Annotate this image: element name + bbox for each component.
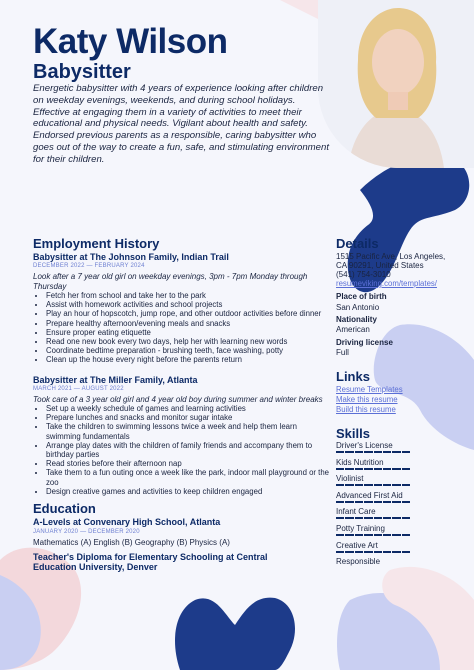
skill-level-bar <box>336 451 410 453</box>
skill-level-bar <box>336 534 410 536</box>
skill-level-segment <box>345 501 353 503</box>
skill-name: Driver's License <box>336 441 393 450</box>
skill-level-segment <box>345 534 353 536</box>
profile-summary: Energetic babysitter with 4 years of experience looking after children on weekday evenings, weekends, and during school holidays. Effective at engaging them in a variety of activities to meet their educational and physical needs. Vigilant about health and safety. Endorsed previous parents as a responsible, caring babysitter who goes out of the way to create a fun, safe, and stimulating environment for their children. <box>33 83 329 165</box>
skill-level-segment <box>374 451 382 453</box>
driving-license: Full <box>336 348 349 357</box>
skill-name: Creative Art <box>336 540 378 550</box>
skill-level-segment <box>336 534 344 536</box>
skill-level-bar <box>336 484 410 486</box>
list-item: • Prepare healthy afternoon/evening meals and snacks <box>46 319 331 328</box>
phone: (541) 754-3010 <box>336 270 391 279</box>
skill-level-segment <box>364 534 372 536</box>
skill-level-segment <box>355 501 363 503</box>
address: 1515 Pacific Ave, Los Angeles, CA 90291, United States <box>336 252 446 271</box>
skill-level-segment <box>336 501 344 503</box>
education-title-2: Teacher's Diploma for Elementary Schooling at Central Education University, Denver <box>33 552 268 572</box>
skill-level-segment <box>374 484 382 486</box>
candidate-name: Katy Wilson <box>33 22 228 61</box>
list-item: • Take them to a fun outing once a week like the park, indoor mall playground or the zoo <box>46 468 331 486</box>
skill-level-segment <box>392 484 400 486</box>
list-item: • Coordinate bedtime preparation - brushing teeth, face washing, potty <box>46 346 331 355</box>
nationality-label: Nationality <box>336 315 377 324</box>
skill-name: Kids Nutrition <box>336 457 384 467</box>
skill-level-segment <box>355 484 363 486</box>
list-item: • Fetch her from school and take her to the park <box>46 291 331 300</box>
job-bullets-2 <box>33 404 331 496</box>
skills-heading: Skills <box>336 426 370 441</box>
skill-level-segment <box>383 551 391 553</box>
skill-level-segment <box>383 468 391 470</box>
skill-level-segment <box>345 484 353 486</box>
skill-level-bar <box>336 517 410 519</box>
skill-level-segment <box>383 501 391 503</box>
list-item: • Take the children to swimming lessons twice a week and help them learn swimming fundamentals <box>46 422 331 440</box>
list-item: • Read one new book every two days, help her with learning new words <box>46 337 331 346</box>
skill-level-segment <box>392 551 400 553</box>
skill-level-segment <box>402 517 410 519</box>
job-description-1: Look after a 7 year old girl on weekday evenings, 3pm - 7pm Monday through Thursday <box>33 272 308 291</box>
skill-level-segment <box>336 451 344 453</box>
list-item: • Play an hour of hopscotch, jump rope, and other outdoor activities before dinner <box>46 309 331 318</box>
navy-leaf-bottom <box>175 598 295 670</box>
skill-level-segment <box>355 451 363 453</box>
skill-name: Infant Care <box>336 507 376 517</box>
skill-level-segment <box>364 451 372 453</box>
skill-level-segment <box>374 517 382 519</box>
list-item: • Prepare lunches and snacks and monitor sugar intake <box>46 413 331 422</box>
list-item: • Arrange play dates with the children of family friends and accompany them to birthday parties <box>46 441 331 459</box>
skill-level-segment <box>364 517 372 519</box>
skill-level-segment <box>336 517 344 519</box>
skill-level-segment <box>355 551 363 553</box>
job-title-1: Babysitter at The Johnson Family, Indian Trail <box>33 252 229 262</box>
skill-level-segment <box>355 468 363 470</box>
driving-license-label: Driving license <box>336 338 393 347</box>
list-item: • Read stories before their afternoon nap <box>46 459 331 468</box>
skill-level-segment <box>392 534 400 536</box>
education-title-1: A-Levels at Convenary High School, Atlanta <box>33 517 221 527</box>
job-title: Babysitter <box>33 61 131 83</box>
skill-name: Potty Training <box>336 524 385 533</box>
skill-level-segment <box>383 517 391 519</box>
website-link[interactable]: resumeviking.com/templates/ <box>336 279 437 288</box>
job-dates-1: DECEMBER 2022 — FEBRUARY 2024 <box>33 263 145 269</box>
skill-level-bar <box>336 501 410 503</box>
skill-name: Responsible <box>336 557 381 567</box>
skill-level-segment <box>374 534 382 536</box>
link-make-resume[interactable]: Make this resume <box>336 395 398 404</box>
skill-level-segment <box>336 551 344 553</box>
skill-name: Violinist <box>336 474 364 484</box>
skill-level-segment <box>364 501 372 503</box>
job-description-2: Took care of a 3 year old girl and 4 year old boy during summer and winter breaks <box>33 395 323 404</box>
link-build-resume[interactable]: Build this resume <box>336 405 396 414</box>
skill-level-segment <box>383 534 391 536</box>
skill-level-segment <box>374 501 382 503</box>
list-item: • Clean up the house every night before the parents return <box>46 355 331 364</box>
details-heading: Details <box>336 236 379 251</box>
skill-level-segment <box>374 551 382 553</box>
skill-level-segment <box>364 551 372 553</box>
skill-level-segment <box>402 534 410 536</box>
skill-level-segment <box>392 451 400 453</box>
skill-level-segment <box>392 501 400 503</box>
skill-name: Advanced First Aid <box>336 490 403 500</box>
skill-level-segment <box>392 468 400 470</box>
skill-level-segment <box>402 484 410 486</box>
links-heading: Links <box>336 369 370 384</box>
list-item: • Design creative games and activities to keep children engaged <box>46 487 331 496</box>
education-dates-1: JANUARY 2020 — DECEMBER 2020 <box>33 529 140 535</box>
skill-level-segment <box>402 451 410 453</box>
skill-level-segment <box>355 534 363 536</box>
job-dates-2: MARCH 2021 — AUGUST 2022 <box>33 386 124 392</box>
employment-heading: Employment History <box>33 236 160 251</box>
skill-level-segment <box>383 451 391 453</box>
skill-level-segment <box>355 517 363 519</box>
place-of-birth-label: Place of birth <box>336 292 387 301</box>
skill-level-segment <box>345 451 353 453</box>
skill-level-segment <box>364 468 372 470</box>
skill-level-segment <box>392 517 400 519</box>
skill-level-segment <box>364 484 372 486</box>
job-bullets-1 <box>33 291 331 365</box>
nationality: American <box>336 325 370 334</box>
list-item: • Set up a weekly schedule of games and learning activities <box>46 404 331 413</box>
skill-level-segment <box>336 468 344 470</box>
skill-level-segment <box>383 484 391 486</box>
profile-photo <box>318 0 474 168</box>
skill-level-segment <box>345 551 353 553</box>
skill-level-segment <box>402 468 410 470</box>
skill-level-segment <box>345 517 353 519</box>
education-heading: Education <box>33 501 96 516</box>
list-item: • Assist with homework activities and school projects <box>46 300 331 309</box>
link-resume-templates[interactable]: Resume Templates <box>336 385 403 394</box>
skill-level-bar <box>336 551 410 553</box>
skill-level-segment <box>345 468 353 470</box>
place-of-birth: San Antonio <box>336 303 380 312</box>
skill-level-segment <box>374 468 382 470</box>
skill-level-segment <box>402 551 410 553</box>
list-item: • Ensure proper eating etiquette <box>46 328 331 337</box>
skill-level-segment <box>336 484 344 486</box>
skill-level-segment <box>402 501 410 503</box>
education-detail-1: Mathematics (A) English (B) Geography (B) Physics (A) <box>33 538 230 547</box>
skill-level-bar <box>336 468 410 470</box>
job-title-2: Babysitter at The Miller Family, Atlanta <box>33 375 198 385</box>
